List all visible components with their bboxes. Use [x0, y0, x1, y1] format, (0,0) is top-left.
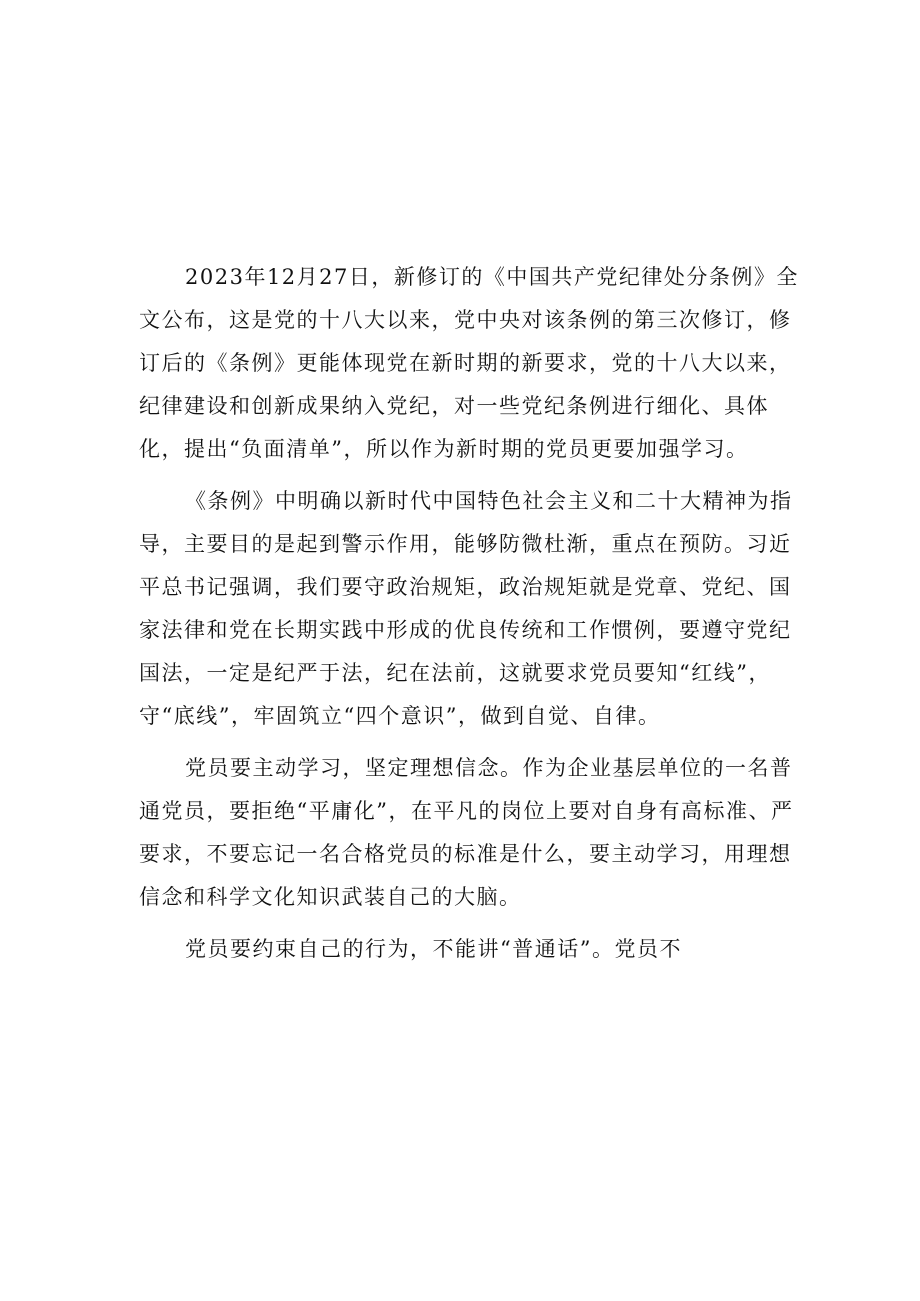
paragraph-3: 党员要主动学习，坚定理想信念。作为企业基层单位的一名普通党员，要拒绝“平庸化”，在平凡的岗位上要对自身有高标准、严要求，不要忘记一名合格党员的标准是什么，要主动学习，用理想信念和科学文化知识武装自己的大脑。: [139, 756, 794, 909]
paragraph-4: 党员要约束自己的行为，不能讲“普通话”。党员不: [185, 937, 682, 961]
document-body: [139, 256, 799, 980]
paragraph-2: 《条例》中明确以新时代中国特色社会主义和二十大精神为指导，主要目的是起到警示作用，能够防微杜渐，重点在预防。习近平总书记强调，我们要守政治规矩，政治规矩就是党章、党纪、国家法律和党在长期实践中形成的优良传统和工作惯例，要遵守党纪国法，一定是纪严于法，纪在法前，这就要求党员要知“红线”，守“底线”，牢固筑立“四个意识”，做到自觉、自律。: [139, 489, 793, 728]
paragraph-1: 2023年12月27日，新修订的《中国共产党纪律处分条例》全文公布，这是党的十八大以来，党中央对该条例的第三次修订，修订后的《条例》更能体现党在新时期的新要求，党的十八大以来，纪律建设和创新成果纳入党纪，对一些党纪条例进行细化、具体化，提出“负面清单”，所以作为新时期的党员更要加强学习。: [139, 265, 799, 461]
